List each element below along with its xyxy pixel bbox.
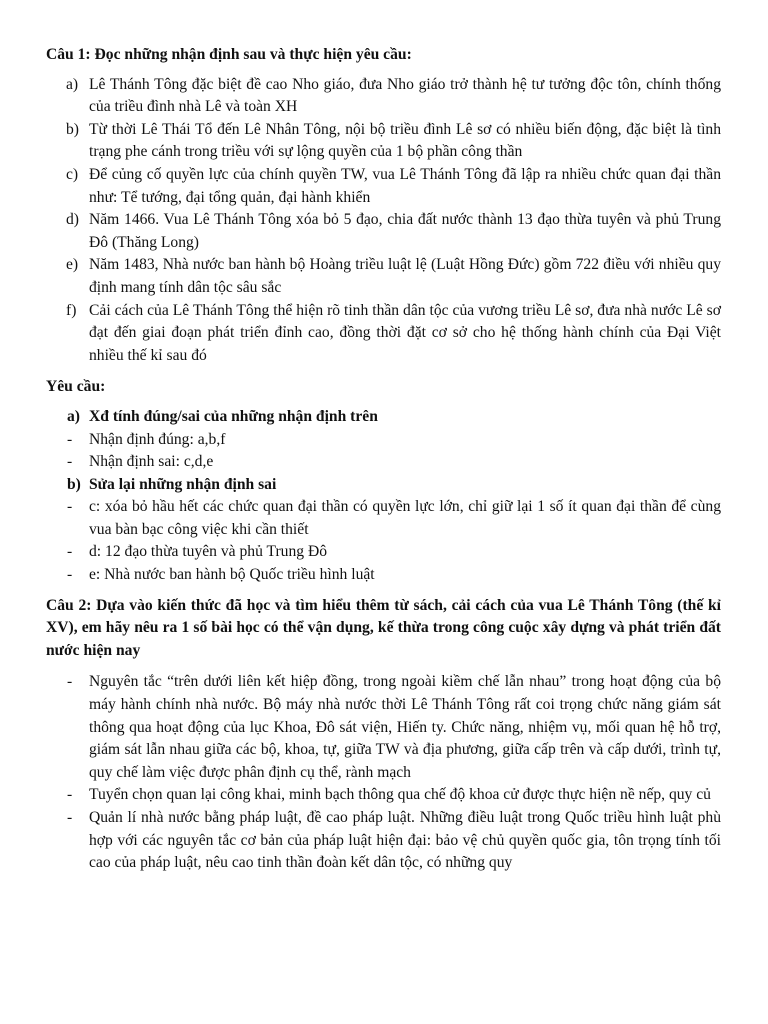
correction-c: [46, 496, 721, 541]
dash-marker: -: [67, 430, 73, 448]
statement-text: Từ thời Lê Thái Tổ đến Lê Nhân Tông, nội bộ triều đình Lê sơ có nhiều biến động, đặc biệt là tình trạng phe cánh trong triều với sự lộng quyền của 1 bộ phần công thần: [89, 120, 721, 161]
requirement-b: [46, 474, 721, 497]
statement-e: [46, 254, 721, 299]
correction-text: c: xóa bỏ hầu hết các chức quan đại thần có quyền lực lớn, chỉ giữ lại 1 số ít quan đại thần để cùng vua bàn bạc công việc khi cần thiết: [89, 498, 721, 538]
list-marker: a): [67, 407, 80, 425]
list-marker: c): [66, 165, 79, 183]
dash-marker: -: [67, 498, 73, 516]
question-1-statement-list: [46, 74, 721, 368]
list-marker: a): [66, 75, 79, 93]
statement-text: Năm 1483, Nhà nước ban hành bộ Hoàng triều luật lệ (Luật Hồng Đức) gồm 722 điều với nhiều quy định mang tính dân tộc sâu sắc: [89, 256, 721, 296]
lesson-point: [46, 671, 721, 784]
statement-text: Năm 1466. Vua Lê Thánh Tông xóa bỏ 5 đạo, chia đất nước thành 13 đạo thừa tuyên và phủ Trung Đô (Thăng Long): [89, 211, 721, 251]
answer-incorrect: [46, 451, 721, 474]
correction-e: [46, 564, 721, 587]
requirements-list: [46, 406, 721, 587]
lesson-point: [46, 784, 721, 807]
list-marker: f): [66, 301, 77, 319]
question-2-heading: Câu 2: Dựa vào kiến thức đã học và tìm hiểu thêm từ sách, cải cách của vua Lê Thánh Tông (thế kỉ XV), em hãy nêu ra 1 số bài học có thể vận dụng, kế thừa trong công cuộc xây dựng và phát triển đất nước hiện nay: [46, 596, 721, 659]
requirements-heading: Yêu cầu:: [46, 378, 106, 396]
correction-text: e: Nhà nước ban hành bộ Quốc triều hình luật: [89, 566, 375, 584]
question-2-points-list: [46, 671, 721, 874]
lesson-text: Nguyên tắc “trên dưới liên kết hiệp đồng, trong ngoài kiềm chế lẫn nhau” trong hoạt động của bộ máy hành chính nhà nước. Bộ máy nhà nước thời Lê Thánh Tông rất coi trọng chức năng giám sát thông qua hoạt động của lục Khoa, Đô sát viện, Hiến ty. Chức năng, nhiệm vụ, mối quan hệ hỗ trợ, giám sát lẫn nhau giữa các bộ, khoa, tự, giữa TW và địa phương, giữa cấp trên và cấp dưới, trình tự, quy chế làm việc được phân định cụ thể, rành mạch: [89, 673, 721, 781]
dash-marker: -: [67, 543, 73, 561]
dash-marker: -: [67, 453, 73, 471]
statement-c: [46, 164, 721, 209]
lesson-text: Quản lí nhà nước bằng pháp luật, đề cao pháp luật. Những điều luật trong Quốc triều hình luật phù hợp với các nguyên tắc cơ bản của pháp luật hiện đại: bảo vệ chủ quyền quốc gia, tôn trọng tính tối cao của pháp luật, nêu cao tinh thần đoàn kết dân tộc, có những quy: [89, 809, 721, 872]
dash-marker: -: [67, 786, 73, 804]
statement-text: Lê Thánh Tông đặc biệt đề cao Nho giáo, đưa Nho giáo trở thành hệ tư tưởng độc tôn, chính thống của triều đình nhà Lê và toàn XH: [89, 75, 721, 116]
statement-text: Để củng cố quyền lực của chính quyền TW, vua Lê Thánh Tông đã lập ra nhiều chức quan đại thần như: Tể tướng, đại tổng quản, đại hành khiển: [89, 165, 721, 206]
correction-d: [46, 541, 721, 564]
statement-f: [46, 300, 721, 368]
requirement-a: [46, 406, 721, 429]
statement-b: [46, 119, 721, 164]
list-marker: b): [67, 475, 81, 493]
correction-text: d: 12 đạo thừa tuyên và phủ Trung Đô: [89, 543, 328, 561]
answer-correct: [46, 429, 721, 452]
dash-marker: -: [67, 809, 73, 826]
question-1-heading: Câu 1: Đọc những nhận định sau và thực hiện yêu cầu:: [46, 46, 412, 63]
list-marker: e): [66, 256, 79, 274]
lesson-text: Tuyển chọn quan lại công khai, minh bạch thông qua chế độ khoa cử được thực hiện nề nếp, quy củ: [89, 786, 711, 804]
list-marker: d): [66, 211, 79, 229]
list-marker: b): [66, 120, 79, 138]
requirement-text: Xđ tính đúng/sai của những nhận định trên: [89, 407, 378, 425]
lesson-point: [46, 807, 721, 875]
requirement-text: Sửa lại những nhận định sai: [89, 475, 277, 493]
answer-text: Nhận định sai: c,d,e: [89, 453, 214, 471]
statement-a: [46, 74, 721, 119]
dash-marker: -: [67, 673, 73, 691]
statement-text: Cải cách của Lê Thánh Tông thể hiện rõ tinh thần dân tộc của vương triều Lê sơ, đưa nhà nước Lê sơ đạt đến giai đoạn phát triển đỉnh cao, đồng thời đặt cơ sở cho hệ thống hành chính của Đại Việt nhiều thế kỉ sau đó: [89, 301, 721, 364]
statement-d: [46, 209, 721, 254]
dash-marker: -: [67, 566, 73, 584]
answer-text: Nhận định đúng: a,b,f: [89, 430, 226, 448]
